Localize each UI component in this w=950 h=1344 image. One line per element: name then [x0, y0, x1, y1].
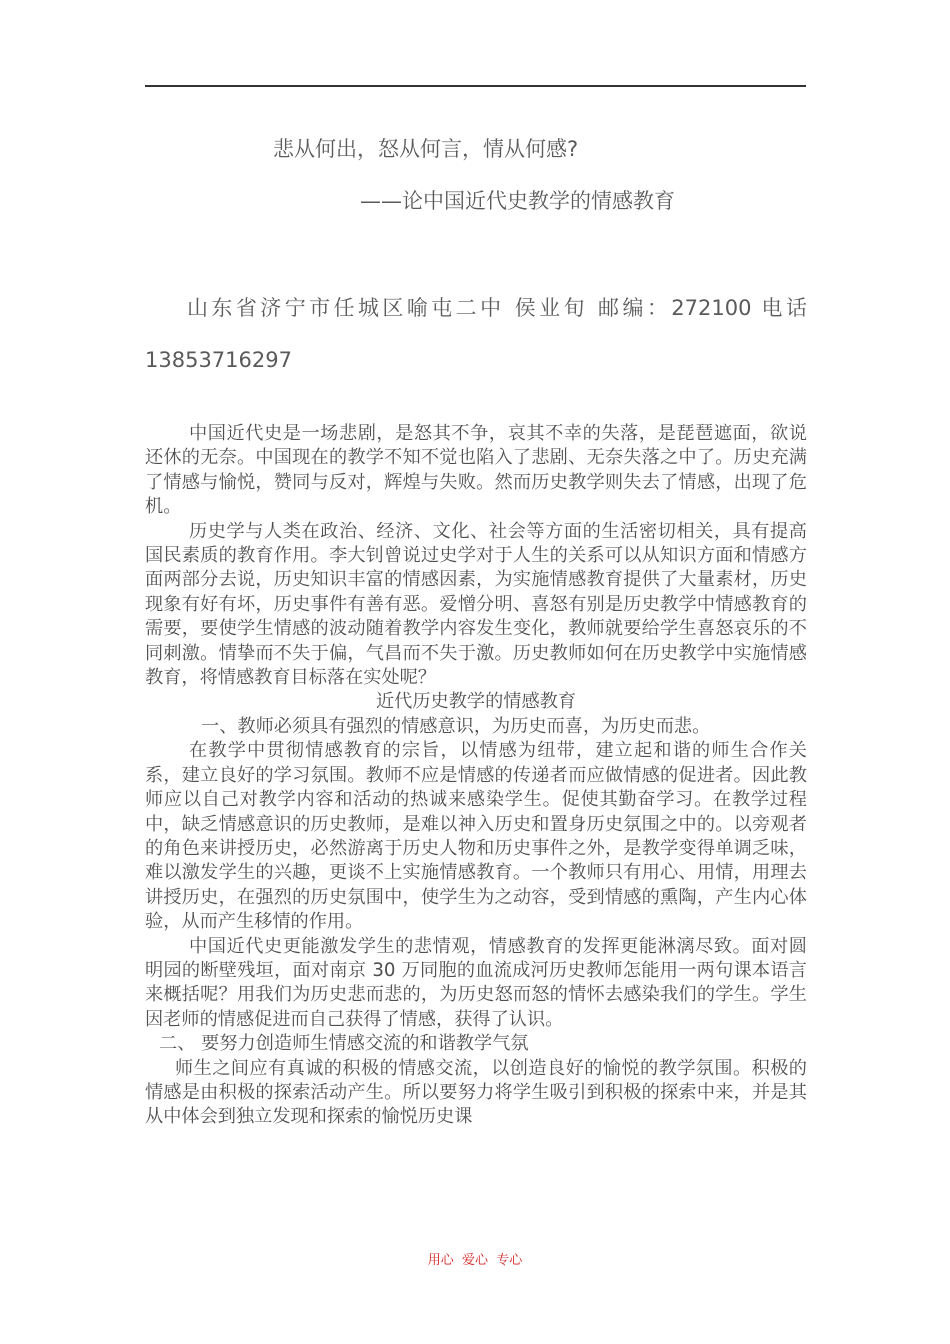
author-line: 山东省济宁市任城区喻屯二中 侯业旬 邮编：272100 电话 13853716297 [145, 296, 807, 372]
heading-point-two: 二、 要努力创造师生情感交流的和谐教学气氛 [159, 1033, 529, 1055]
paragraph-modern-history: 中国近代史更能激发学生的悲情观，情感教育的发挥更能淋漓尽致。面对圆明园的断壁残垣，面对南京 30 万同胞的血流成河历史教师怎能用一两句课本语言来概括呢？用我们为历史悲而悲的，为历史怒而怒的情怀去感染我们的学生。学生因老师的情感促进而自己获得了情感，获得了认识。 [145, 935, 807, 1030]
document-body [145, 422, 807, 1130]
page-footer: 用心 爱心 专心 [427, 1253, 523, 1268]
document-subtitle: ——论中国近代史教学的情感教育 [360, 189, 675, 213]
heading-point-one: 一、教师必须具有强烈的情感意识，为历史而喜，为历史而悲。 [201, 715, 711, 737]
section-heading: 近代历史教学的情感教育 [375, 691, 577, 713]
paragraph-emotion-exchange: 师生之间应有真诚的积极的情感交流，以创造良好的愉悦的教学氛围。积极的情感是由积极的探索活动产生。所以要努力将学生吸引到积极的探索中来，并是其从中体会到独立发现和探索的愉悦历史课 [145, 1057, 807, 1128]
paragraph-history-education: 历史学与人类在政治、经济、文化、社会等方面的生活密切相关，具有提高国民素质的教育作用。李大钊曾说过史学对于人生的关系可以从知识方面和情感方面两部分去说，历史知识丰富的情感因素，为实施情感教育提供了大量素材，历史现象有好有坏，历史事件有善有恶。爱憎分明、喜怒有别是历史教学中情感教育的需要，要使学生情感的波动随着教学内容发生变化，教师就要给学生喜怒哀乐的不同刺激。情挚而不失于偏，气昌而不失于激。历史教师如何在历史教学中实施情感教育，将情感教育目标落在实处呢？ [145, 520, 807, 689]
document-title: 悲从何出，怒从何言，情从何感? [273, 137, 579, 161]
paragraph-emotion-awareness: 在教学中贯彻情感教育的宗旨，以情感为纽带，建立起和谐的师生合作关系，建立良好的学习氛围。教师不应是情感的传递者而应做情感的促进者。因此教师应以自己对教学内容和活动的热诚来感染学生。促使其勤奋学习。在教学过程中，缺乏情感意识的历史教师，是难以神入历史和置身历史氛围之中的。以旁观者的角色来讲授历史，必然游离于历史人物和历史事件之外，是教学变得单调乏味，难以激发学生的兴趣，更谈不上实施情感教育。一个教师只有用心、用情，用理去讲授历史，在强烈的历史氛围中，使学生为之动容，受到情感的熏陶，产生内心体验，从而产生移情的作用。 [145, 740, 807, 933]
header-rule [145, 85, 806, 87]
paragraph-intro: 中国近代史是一场悲剧，是怒其不争，哀其不幸的失落，是琵琶遮面，欲说还休的无奈。中国现在的教学不知不觉也陷入了悲剧、无奈失落之中了。历史充满了情感与愉悦，赞同与反对，辉煌与失败。然而历史教学则失去了情感，出现了危机。 [145, 423, 807, 518]
